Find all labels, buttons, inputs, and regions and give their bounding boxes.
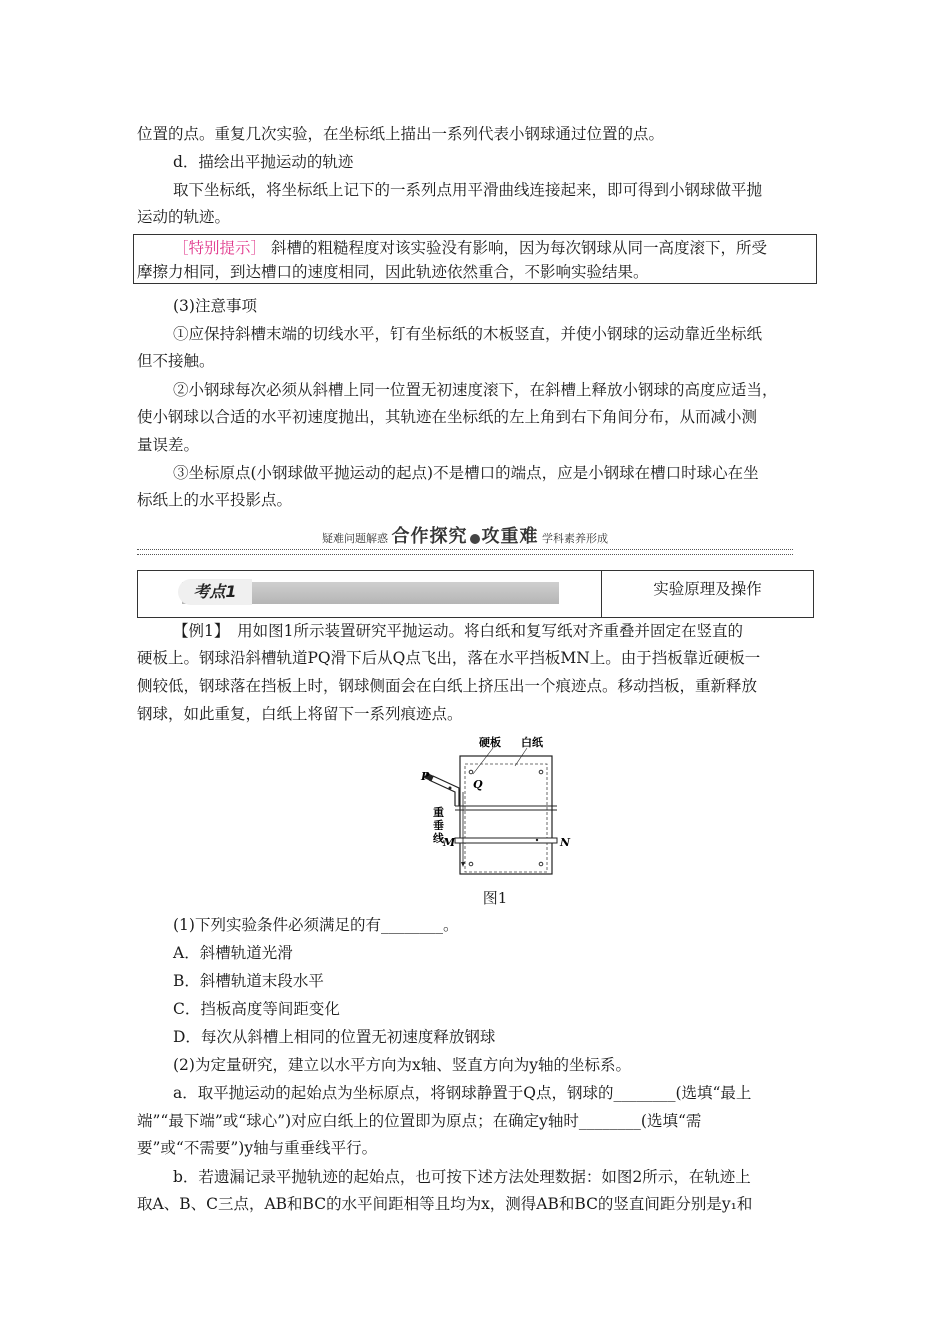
special-tip-text: 斜槽的粗糙程度对该实验没有影响，因为每次钢球从同一高度滚下，所受 — [270, 239, 767, 257]
question-text: 端”“最下端”或“球心”)对应白纸上的位置即为原点；在确定y轴时________(选填“需 — [137, 1112, 702, 1130]
question-text: (1)下列实验条件必须满足的有________。 — [173, 916, 459, 934]
pin-icon — [469, 862, 473, 866]
note-item: 标纸上的水平投影点。 — [137, 491, 293, 509]
option-c: C．挡板高度等间距变化 — [173, 1000, 340, 1018]
example-text: 【例1】 用如图1所示装置研究平抛运动。将白纸和复写纸对齐重叠并固定在竖直的 — [173, 622, 743, 640]
paragraph-text: 取下坐标纸，将坐标纸上记下的一系列点用平滑曲线连接起来，即可得到小钢球做平抛 — [173, 181, 763, 199]
baffle-mn — [455, 838, 557, 843]
figure-caption: 图1 — [482, 889, 508, 907]
paragraph-text: 运动的轨迹。 — [137, 208, 231, 226]
paragraph-text: 位置的点。重复几次实验，在坐标纸上描出一系列代表小钢球通过位置的点。 — [137, 125, 665, 143]
ball-icon — [449, 787, 452, 790]
note-item: 使小钢球以合适的水平初速度抛出，其轨迹在坐标纸的左上角到右下角间分布，从而减小测 — [137, 408, 758, 426]
question-text: b．若遗漏记录平抛轨迹的起始点，也可按下述方法处理数据：如图2所示，在轨迹上 — [173, 1168, 751, 1186]
pin-icon — [469, 770, 473, 774]
special-tip-line — [173, 238, 820, 258]
example-text: 硬板上。钢球沿斜槽轨道PQ滑下后从Q点飞出，落在水平挡板MN上。由于挡板靠近硬板一 — [137, 649, 761, 667]
option-d: D．每次从斜槽上相同的位置无初速度释放钢球 — [173, 1028, 496, 1046]
plumb-bob-icon — [461, 862, 465, 867]
label-white-paper: 白纸 — [521, 736, 543, 749]
banner-left: 疑难问题解惑 — [322, 532, 388, 545]
banner-right: 学科素养形成 — [542, 532, 608, 545]
kaodian-table — [137, 570, 814, 618]
label-plumb-3: 线 — [433, 832, 444, 845]
notes-heading: (3)注意事项 — [173, 297, 257, 315]
section-banner — [137, 524, 793, 554]
special-tip-label: ［特别提示］ — [173, 239, 267, 257]
chute-pq — [429, 776, 459, 806]
label-q: Q — [473, 778, 483, 791]
question-text: a．取平抛运动的起始点为坐标原点，将钢球静置于Q点，钢球的________(选填“最上 — [173, 1084, 752, 1102]
label-hard-board: 硬板 — [479, 736, 501, 749]
hard-board — [460, 756, 552, 874]
note-item: ②小钢球每次必须从斜槽上同一位置无初速度滚下，在斜槽上释放小钢球的高度应适当， — [173, 381, 778, 399]
question-text: (2)为定量研究，建立以水平方向为x轴、竖直方向为y轴的坐标系。 — [173, 1056, 631, 1074]
example-text: 侧较低，钢球落在挡板上时，钢球侧面会在白纸上挤压出一个痕迹点。移动挡板，重新释放 — [137, 677, 758, 695]
figure-1-apparatus — [415, 734, 575, 880]
kaodian-title: 实验原理及操作 — [653, 580, 762, 598]
banner-main-1: 合作探究 — [391, 526, 468, 547]
banner-dot-icon — [470, 534, 480, 544]
label-n: N — [560, 836, 571, 849]
banner-rule — [137, 549, 793, 555]
label-plumb-2: 垂 — [433, 819, 444, 832]
kaodian-label: 考点1 — [178, 579, 252, 605]
question-text: 取A、B、C三点，AB和BC的水平间距相等且均为x，测得AB和BC的竖直间距分别是y₁和 — [137, 1195, 753, 1213]
note-item: ①应保持斜槽末端的切线水平，钉有坐标纸的木板竖直，并使小钢球的运动靠近坐标纸 — [173, 325, 763, 343]
example-text: 钢球，如此重复，白纸上将留下一系列痕迹点。 — [137, 705, 463, 723]
pin-icon — [539, 770, 543, 774]
question-text: 要”或“不需要”)y轴与重垂线平行。 — [137, 1139, 378, 1157]
special-tip-text: 摩擦力相同，到达槽口的速度相同，因此轨迹依然重合，不影响实验结果。 — [137, 263, 649, 281]
note-item: ③坐标原点(小钢球做平抛运动的起点)不是槽口的端点，应是小钢球在槽口时球心在坐 — [173, 464, 759, 482]
note-item: 但不接触。 — [137, 352, 215, 370]
banner-main-2: 攻重难 — [481, 526, 539, 547]
label-plumb-1: 重 — [433, 806, 444, 819]
label-p: P — [421, 770, 430, 783]
banner-text — [137, 524, 793, 552]
note-item: 量误差。 — [137, 436, 200, 454]
option-b: B．斜槽轨道末段水平 — [173, 972, 324, 990]
pin-icon — [539, 862, 543, 866]
option-a: A．斜槽轨道光滑 — [173, 944, 293, 962]
label-m: M — [443, 836, 456, 849]
step-heading: d．描绘出平抛运动的轨迹 — [173, 153, 354, 171]
